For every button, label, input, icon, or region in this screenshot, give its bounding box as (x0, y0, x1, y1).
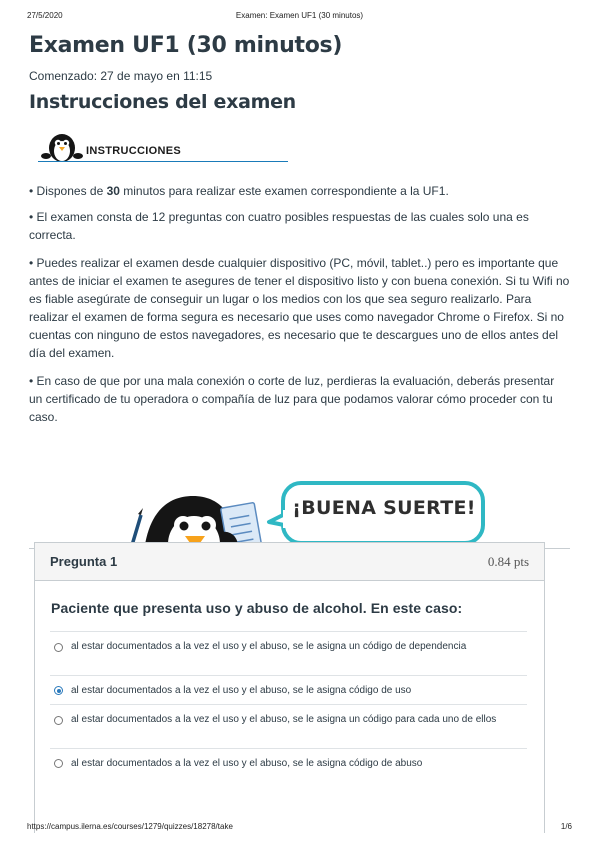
penguin-icon (40, 130, 84, 162)
radio-button-3[interactable] (54, 716, 63, 725)
radio-button-4[interactable] (54, 759, 63, 768)
duration-minutes: 30 (106, 184, 120, 198)
question-text: Paciente que presenta uso y abuso de alcohol. En este caso: (51, 600, 463, 616)
question-card (34, 542, 545, 833)
good-luck-text: ¡BUENA SUERTE! (292, 497, 476, 519)
answer-label-1: al estar documentados a la vez el uso y el abuso, se le asigna un código de dependencia (71, 641, 467, 652)
duration-post: minutos para realizar este examen correspondiente a la UF1. (119, 184, 449, 198)
print-title: Examen: Examen UF1 (30 minutos) (235, 11, 364, 20)
print-url: https://campus.ilerna.es/courses/1279/quizzes/18278/take (27, 822, 233, 831)
instructions-banner-label: INSTRUCCIONES (86, 145, 181, 157)
print-date: 27/5/2020 (27, 11, 63, 20)
print-footer (27, 822, 572, 834)
instructions-heading: Instrucciones del examen (29, 91, 296, 113)
radio-button-2-selected[interactable] (54, 686, 63, 695)
radio-button-1[interactable] (54, 643, 63, 652)
answer-list (50, 631, 527, 777)
answer-label-2: al estar documentados a la vez el uso y el abuso, se le asigna código de uso (71, 685, 412, 696)
question-points: 0.84 pts (487, 554, 529, 569)
page-number: 1/6 (560, 822, 572, 831)
instructions-banner (38, 128, 288, 164)
question-number: Pregunta 1 (50, 554, 118, 569)
answer-label-3: al estar documentados a la vez el uso y el abuso, se le asigna un código para cada uno de ellos (71, 714, 497, 725)
instruction-connection: • En caso de que por una mala conexión o corte de luz, perdieras la evaluación, deberás presentar un certificado de tu operadora o compañía de luz para que podamos valorar cómo proceder con tu caso. (29, 374, 555, 424)
question-header (35, 543, 544, 581)
answer-option-2[interactable] (50, 675, 527, 704)
answer-label-4: al estar documentados a la vez el uso y el abuso, se le asigna código de abuso (71, 758, 423, 769)
print-header (27, 11, 572, 23)
duration-pre: • Dispones de (29, 184, 107, 198)
banner-underline (38, 161, 288, 162)
answer-option-1[interactable] (50, 631, 527, 675)
exam-content (29, 30, 570, 519)
answer-option-3[interactable] (50, 704, 527, 748)
started-timestamp: Comenzado: 27 de mayo en 11:15 (29, 69, 213, 83)
instruction-question-count: • El examen consta de 12 preguntas con cuatro posibles respuestas de las cuales solo una es correcta. (29, 210, 529, 242)
answer-option-4[interactable] (50, 748, 527, 777)
instruction-device: • Puedes realizar el examen desde cualquier dispositivo (PC, móvil, tablet..) pero es importante que antes de iniciar el examen te asegures de tener el dispositivo listo y con buena conexión. Si tu Wifi no es fiable asegúrate de conseguir un lugar o los medios con los que sea seguro realizarlo. Para realizar el examen de forma segura es necesario que uses como navegador Chrome o Firefox. Si no cuentas con ninguno de estos navegadores, es necesario que te descargues uno de ellos antes del día del examen. (29, 256, 570, 360)
instruction-duration (29, 182, 570, 200)
page-title: Examen UF1 (30 minutos) (29, 33, 343, 58)
